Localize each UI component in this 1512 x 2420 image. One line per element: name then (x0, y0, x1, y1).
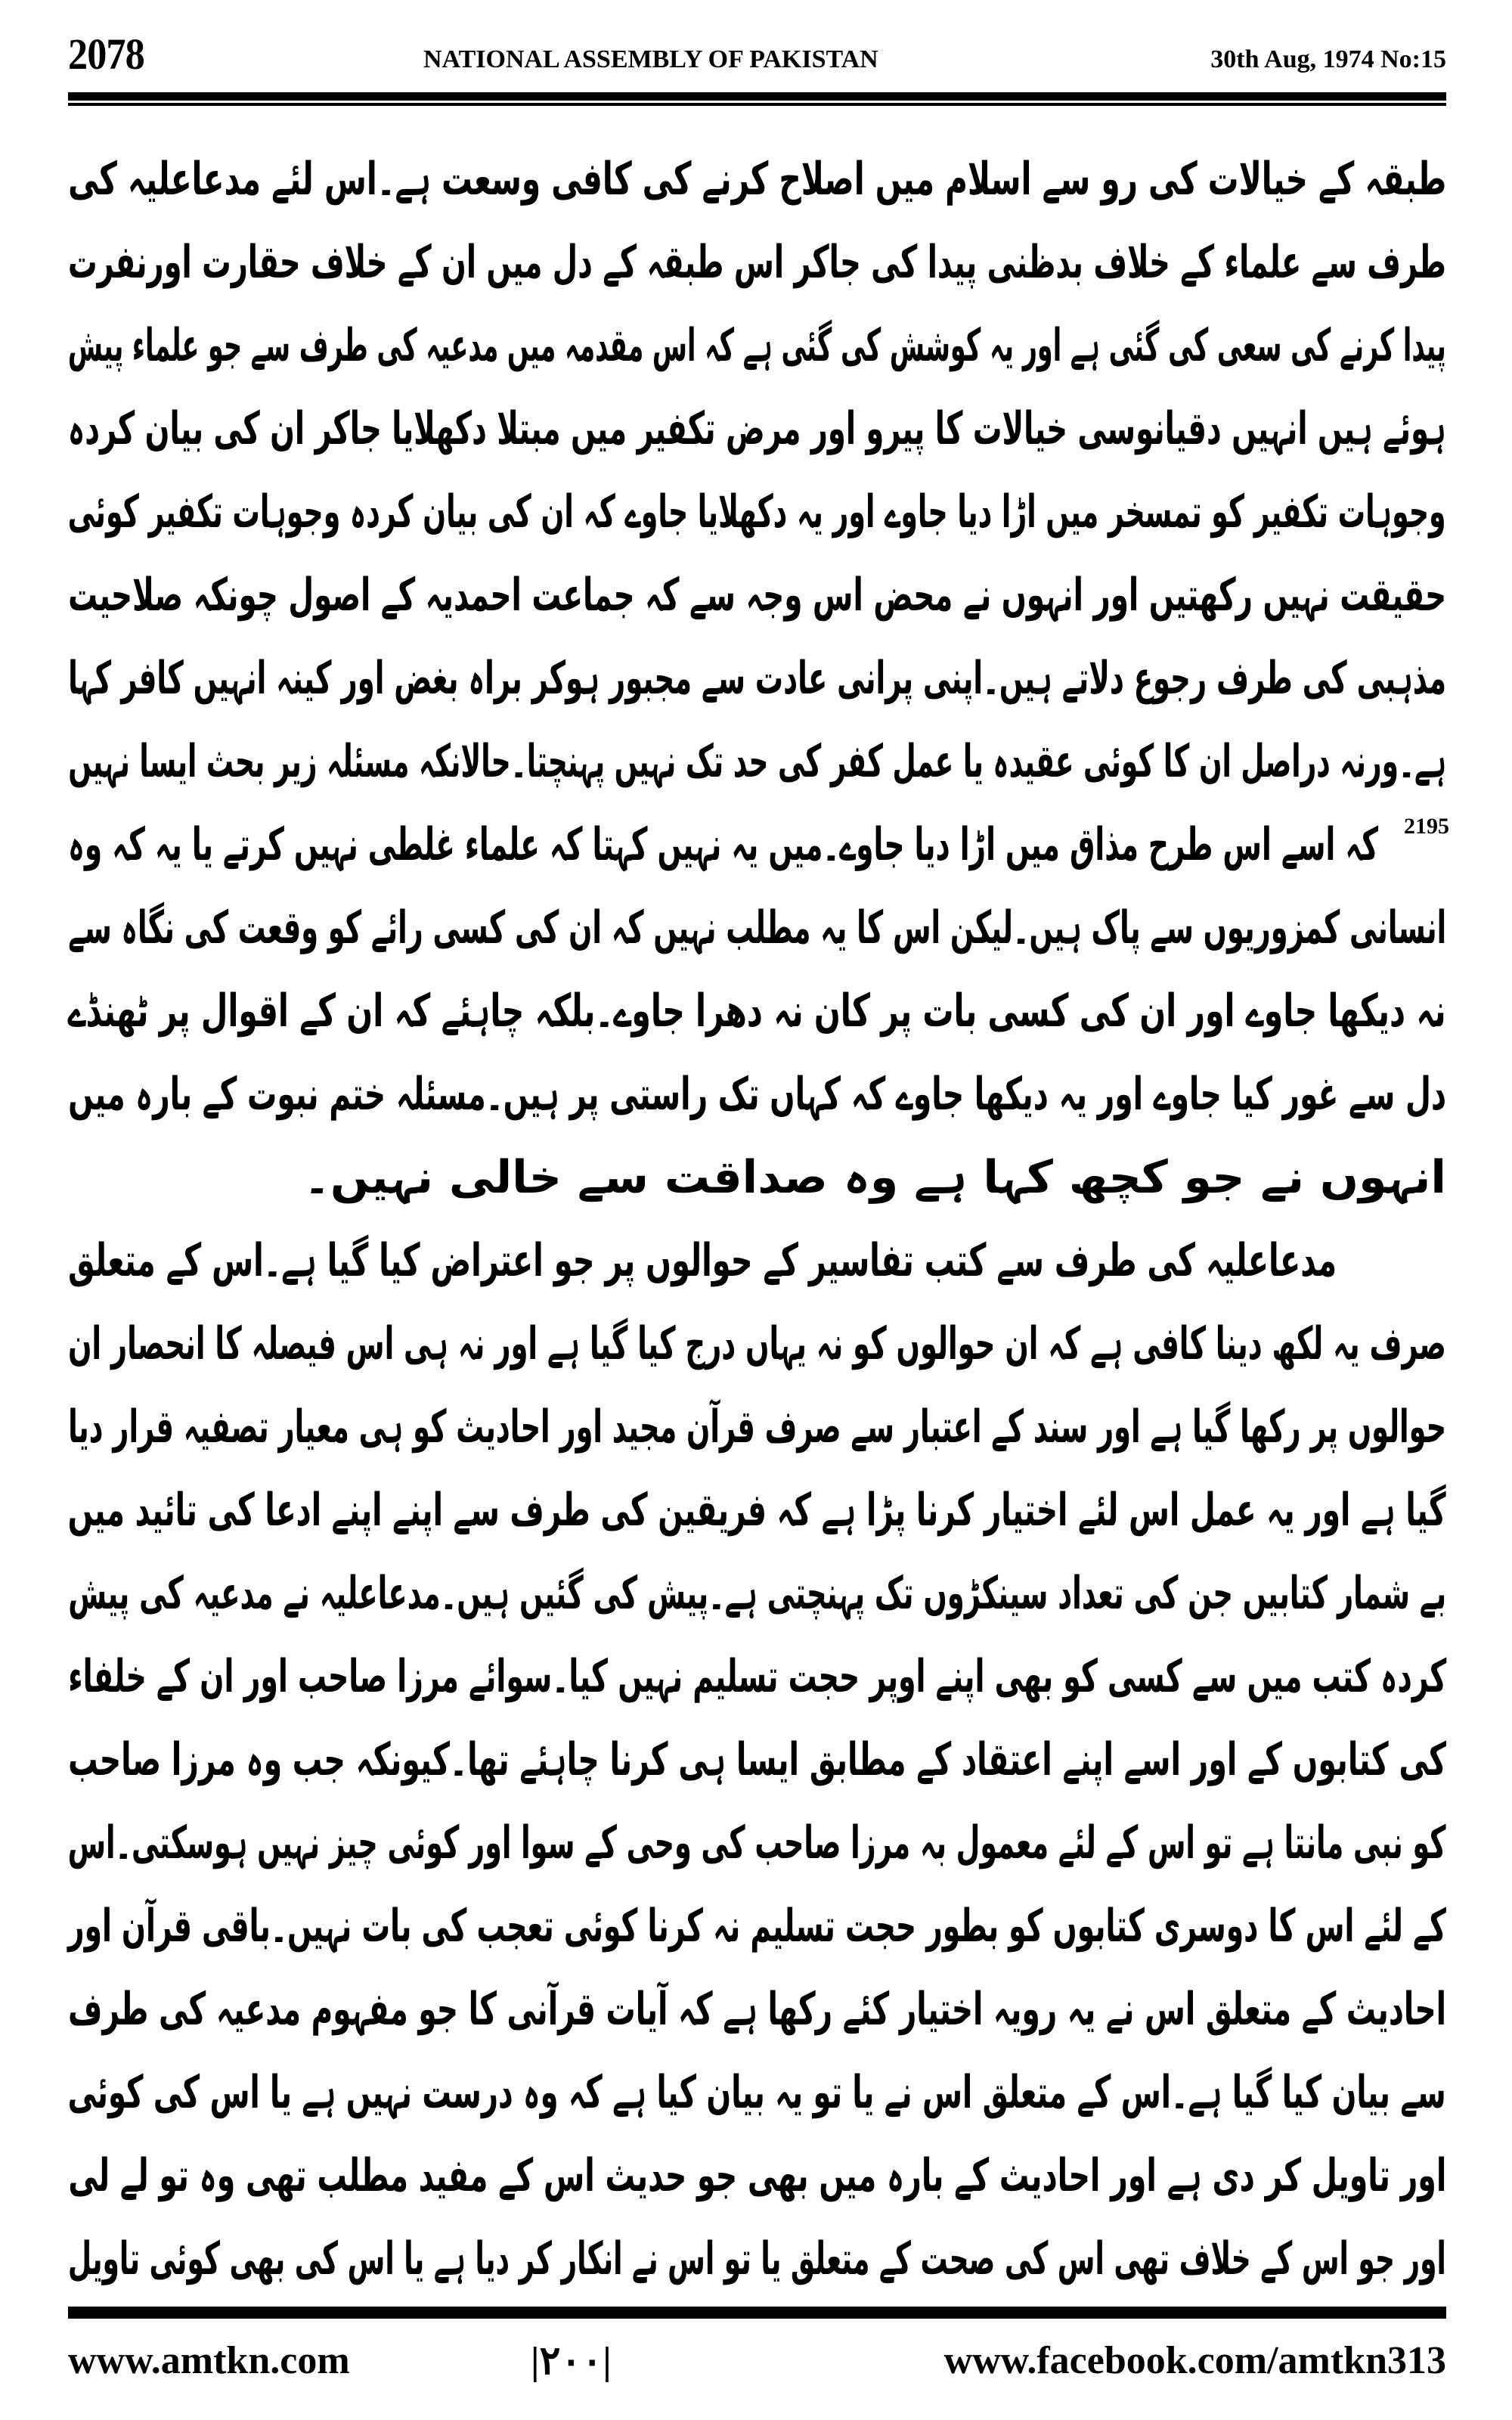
text-line-content: حوالوں پر رکھا گیا ہے اور سند کے اعتبار سے صرف قرآن مجید اور احادیث کو ہی معیار تصفیہ قرار دیا (68, 1401, 1446, 1454)
page-number: 2078 (68, 29, 144, 79)
text-line (68, 803, 1449, 886)
text-line-content: کو نبی مانتا ہے تو اس کے لئے معمول بہ مرزا صاحب کی وحی کے سوا اور کوئی چیز نہیں ہوسکتی۔اس (68, 1817, 1446, 1869)
text-line (68, 1302, 1446, 1385)
text-line (68, 387, 1446, 470)
text-line (68, 470, 1446, 554)
text-line (68, 1801, 1446, 1885)
text-line-content: احادیث کے متعلق اس نے یہ رویہ اختیار کئے رکھا ہے کہ آیات قرآنی کا جو مفہوم مدعیہ کی طرف (68, 1983, 1446, 2036)
text-line (68, 2051, 1446, 2134)
urdu-body-text (67, 138, 1449, 2301)
footer-rule (68, 2307, 1446, 2319)
text-line-content: طبقہ کے خیالات کی رو سے اسلام میں اصلاح کرنے کی کافی وسعت ہے۔اس لئے مدعاعلیہ کی (68, 153, 1446, 206)
footer-facebook-link[interactable]: www.facebook.com/amtkn313 (943, 2339, 1446, 2382)
text-line-content: کردہ کتب میں سے کسی کو بھی اپنے اوپر حجت تسلیم نہیں کیا۔سوائے مرزا صاحب اور ان کے خلفاء (68, 1650, 1446, 1703)
text-line (68, 554, 1446, 637)
text-line (68, 970, 1446, 1053)
text-line-content: طرف سے علماء کے خلاف بدظنی پیدا کی جاکر اس طبقہ کے دل میں ان کے خلاف حقارت اورنفرت (67, 236, 1446, 289)
page-header (68, 29, 1446, 82)
text-line (68, 2217, 1446, 2301)
text-line (68, 138, 1446, 221)
text-line (68, 1219, 1446, 1302)
text-line-content: حقیقت نہیں رکھتیں اور انہوں نے محض اس وجہ سے کہ جماعت احمدیہ کے اصول چونکہ صلاحیت (68, 569, 1446, 622)
text-line-content: اور تاویل کر دی ہے اور احادیث کے بارہ میں بھی جو حدیث اس کے مفید مطلب تھی وہ تو لے لی (68, 2149, 1446, 2202)
text-line (68, 1885, 1446, 1968)
header-title: NATIONAL ASSEMBLY OF PAKISTAN (423, 45, 878, 73)
text-line (68, 720, 1446, 803)
text-line-content: انسانی کمزوریوں سے پاک ہیں۔لیکن اس کا یہ مطلب نہیں کہ ان کی کسی رائے کو وقعت کی نگاہ سے (68, 901, 1446, 954)
text-line (68, 1053, 1446, 1136)
text-line (68, 1469, 1446, 1552)
text-line-content: ہے۔ورنہ دراصل ان کا کوئی عقیدہ یا عمل کفر کی حد تک نہیں پہنچتا۔حالانکہ مسئلہ زیر بحث ایسا نہیں (67, 735, 1446, 788)
header-rule-thin (68, 103, 1446, 106)
text-line (68, 2134, 1446, 2217)
text-line (68, 1968, 1446, 2051)
text-line-content: وجوہات تکفیر کو تمسخر میں اڑا دیا جاوے اور یہ دکھلایا جاوے کہ ان کی بیان کردہ وجوہات تکفیر کوئی (68, 486, 1446, 538)
text-line (68, 1136, 1446, 1219)
text-line-content: مذہبی کی طرف رجوع دلاتے ہیں۔اپنی پرانی عادت سے مجبور ہوکر براہ بغض اور کینہ انہیں کافر کہا (68, 652, 1446, 705)
text-line (68, 221, 1446, 304)
text-line-content: گیا ہے اور یہ عمل اس لئے اختیار کرنا پڑا ہے کہ فریقین کی طرف سے اپنے اپنے ادعا کی تائید میں (68, 1484, 1446, 1537)
text-line-content: سے بیان کیا گیا ہے۔اس کے متعلق اس نے یا تو یہ بیان کیا ہے کہ وہ درست نہیں ہے یا اس کی کوئی (67, 2066, 1446, 2119)
text-line-content: کہ اسے اس طرح مذاق میں اڑا دیا جاوے۔میں یہ نہیں کہتا کہ علماء غلطی نہیں کرتے یا یہ کہ وہ (68, 818, 1378, 871)
text-line-content: کی کتابوں کے اور اسے اپنے اعتقاد کے مطابق ایسا ہی کرنا چاہئے تھا۔کیونکہ جب وہ مرزا صاحب (68, 1733, 1446, 1786)
text-line-content: صرف یہ لکھ دینا کافی ہے کہ ان حوالوں کو نہ یہاں درج کیا گیا ہے اور نہ ہی اس فیصلہ کا انحصار ان (68, 1317, 1446, 1370)
text-line-content: دل سے غور کیا جاوے اور یہ دیکھا جاوے کہ کہاں تک راستی پر ہیں۔مسئلہ ختم نبوت کے بارہ میں (67, 1068, 1446, 1121)
header-rule-thick (68, 92, 1446, 101)
text-line (68, 304, 1446, 387)
text-line (68, 1552, 1446, 1635)
text-line (68, 886, 1446, 970)
footer-book-page-number: |۲۰۰| (531, 2340, 612, 2383)
text-line-content: کے لئے اس کا دوسری کتابوں کو بطور حجت تسلیم نہ کرنا کوئی تعجب کی بات نہیں۔باقی قرآن اور (68, 1900, 1446, 1953)
page-footer (68, 2338, 1446, 2391)
text-line-content: پیدا کرنے کی سعی کی گئی ہے اور یہ کوشش کی گئی ہے کہ اس مقدمہ میں مدعیہ کی طرف سے جو علماء پیش (68, 319, 1446, 372)
text-line-content: نہ دیکھا جاوے اور ان کی کسی بات پر کان نہ دھرا جاوے۔بلکہ چاہئے کہ ان کے اقوال پر ٹھنڈے (68, 985, 1446, 1038)
text-line (68, 1635, 1446, 1718)
text-line-content: انہوں نے جو کچھ کہا ہے وہ صداقت سے خالی نہیں۔ (303, 1151, 1446, 1204)
text-line-content: مدعاعلیہ کی طرف سے کتب تفاسیر کے حوالوں پر جو اعتراض کیا گیا ہے۔اس کے متعلق (68, 1234, 1337, 1287)
margin-reference-number: 2195 (1404, 814, 1449, 839)
text-line-content: بے شمار کتابیں جن کی تعداد سینکڑوں تک پہنچتی ہے۔پیش کی گئیں ہیں۔مدعاعلیہ نے مدعیہ کی پیش (68, 1567, 1446, 1620)
footer-website-link[interactable]: www.amtkn.com (68, 2339, 350, 2382)
text-line-content: ہوئے ہیں انہیں دقیانوسی خیالات کا پیرو اور مرض تکفیر میں مبتلا دکھلایا جاکر ان کی بیان کردہ (68, 402, 1446, 455)
text-line-content: اور جو اس کے خلاف تھی اس کی صحت کے متعلق یا تو اس نے انکار کر دیا ہے یا اس کی بھی کوئی تاویل (67, 2232, 1446, 2285)
text-line (68, 1385, 1446, 1469)
text-line (68, 1718, 1446, 1801)
text-line (68, 637, 1446, 720)
header-date-number: 30th Aug, 1974 No:15 (1210, 45, 1446, 73)
